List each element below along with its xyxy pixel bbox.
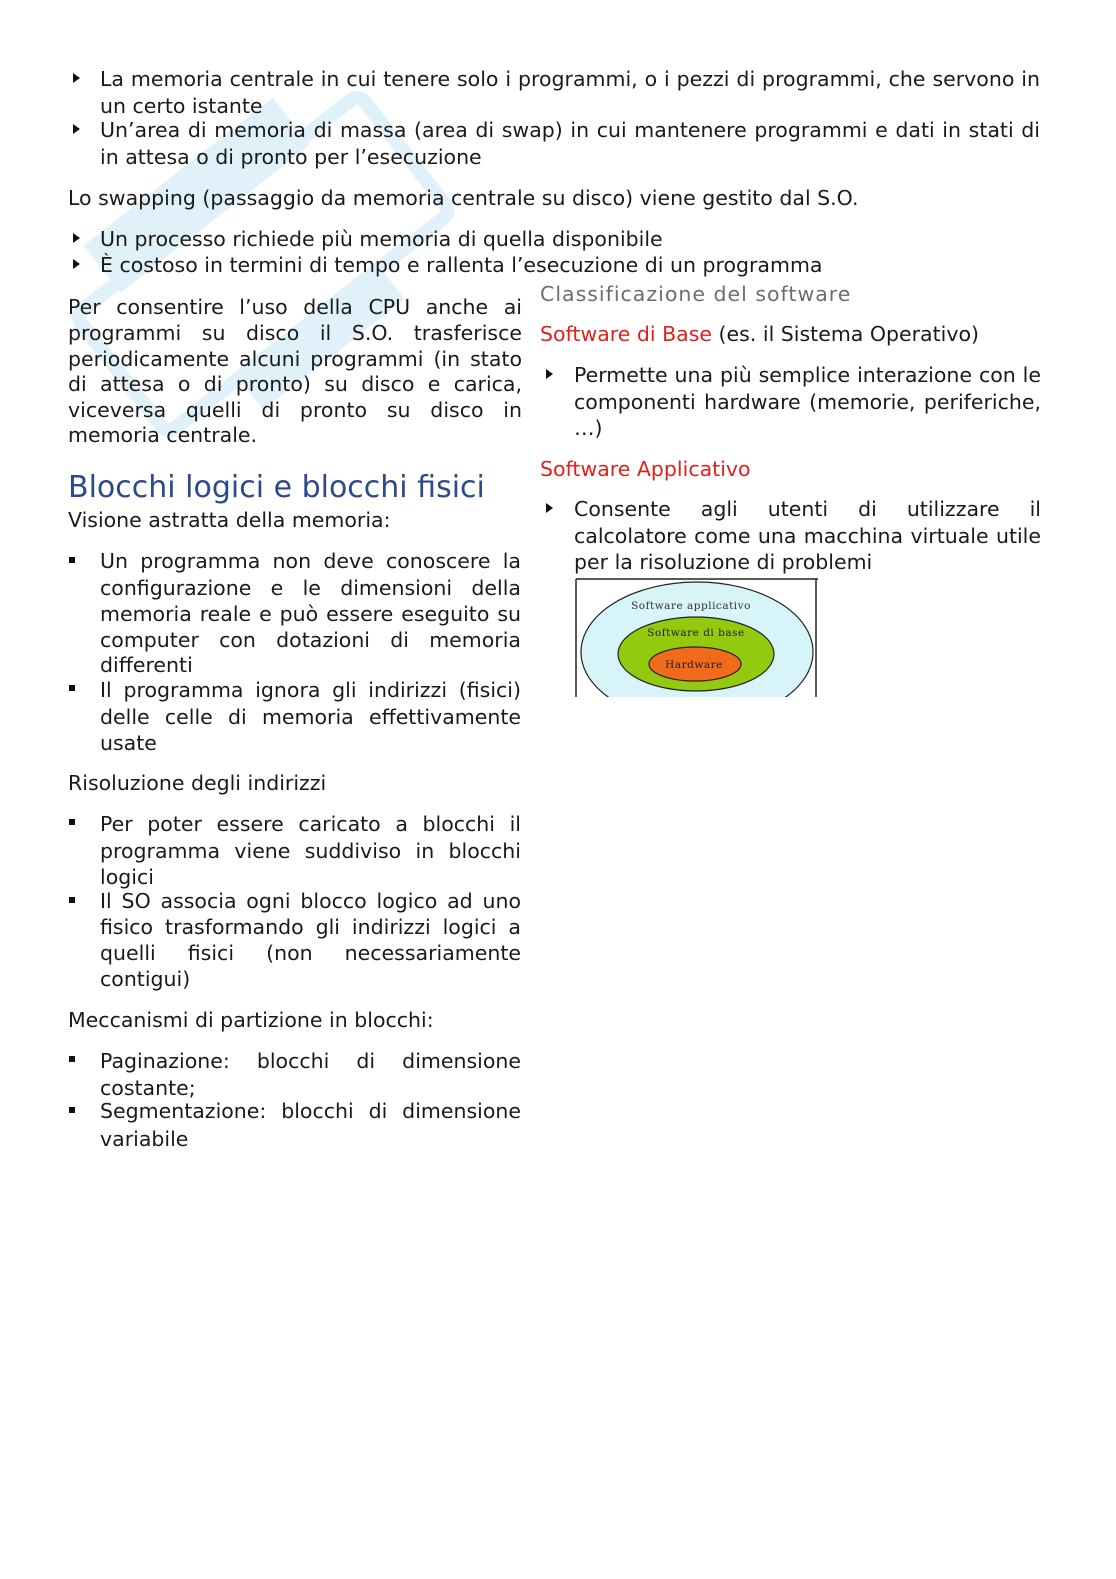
- bullet-arrow-icon: [73, 73, 80, 83]
- swapping-text: Lo swapping (passaggio da memoria centrale su disco) viene gestito dal S.O.: [68, 186, 859, 210]
- intro-bullet-2-line-1: Un’area di memoria di massa (area di swap) in cui mantenere programmi e dati in stati di: [100, 118, 1040, 142]
- intro-bullet-1-line-1: La memoria centrale in cui tenere solo i programmi, o i pezzi di programmi, che servono in: [100, 67, 1040, 91]
- bullet-square-icon: [69, 685, 75, 691]
- middle-layer-label: Software di base: [647, 627, 745, 639]
- base-suffix: (es. il Sistema Operativo): [712, 322, 980, 346]
- swap-bullet-1: Un processo richiede più memoria di quella disponibile: [100, 227, 663, 251]
- bullet-arrow-icon: [546, 369, 553, 379]
- software-layers-diagram: [575, 578, 819, 698]
- intro-bullet-1-line-2: un certo istante: [100, 94, 263, 118]
- bullet-arrow-icon: [73, 233, 80, 243]
- base-label: Software di Base: [540, 322, 713, 346]
- bullet-square-icon: [69, 557, 75, 563]
- partition-label: Meccanismi di partizione in blocchi:: [68, 1008, 434, 1032]
- base-heading: [540, 321, 979, 347]
- app-label: Software Applicativo: [540, 457, 751, 481]
- bullet-square-icon: [69, 1107, 75, 1113]
- bullet-square-icon: [69, 897, 75, 903]
- classification-title: Classificazione del software: [540, 282, 852, 306]
- resolution-label: Risoluzione degli indirizzi: [68, 771, 327, 795]
- bullet-arrow-icon: [73, 259, 80, 269]
- bullet-square-icon: [69, 1056, 75, 1062]
- section-title: Blocchi logici e blocchi fisici: [68, 470, 485, 505]
- inner-layer-label: Hardware: [665, 659, 723, 671]
- bullet-square-icon: [69, 819, 75, 825]
- outer-layer-label: Software applicativo: [631, 600, 751, 612]
- bullet-arrow-icon: [546, 503, 553, 513]
- intro-bullet-2-line-2: in attesa o di pronto per l’esecuzione: [100, 145, 482, 169]
- swap-bullet-2: È costoso in termini di tempo e rallenta l’esecuzione di un programma: [100, 253, 823, 277]
- abstract-label: Visione astratta della memoria:: [68, 508, 391, 532]
- bullet-arrow-icon: [73, 124, 80, 134]
